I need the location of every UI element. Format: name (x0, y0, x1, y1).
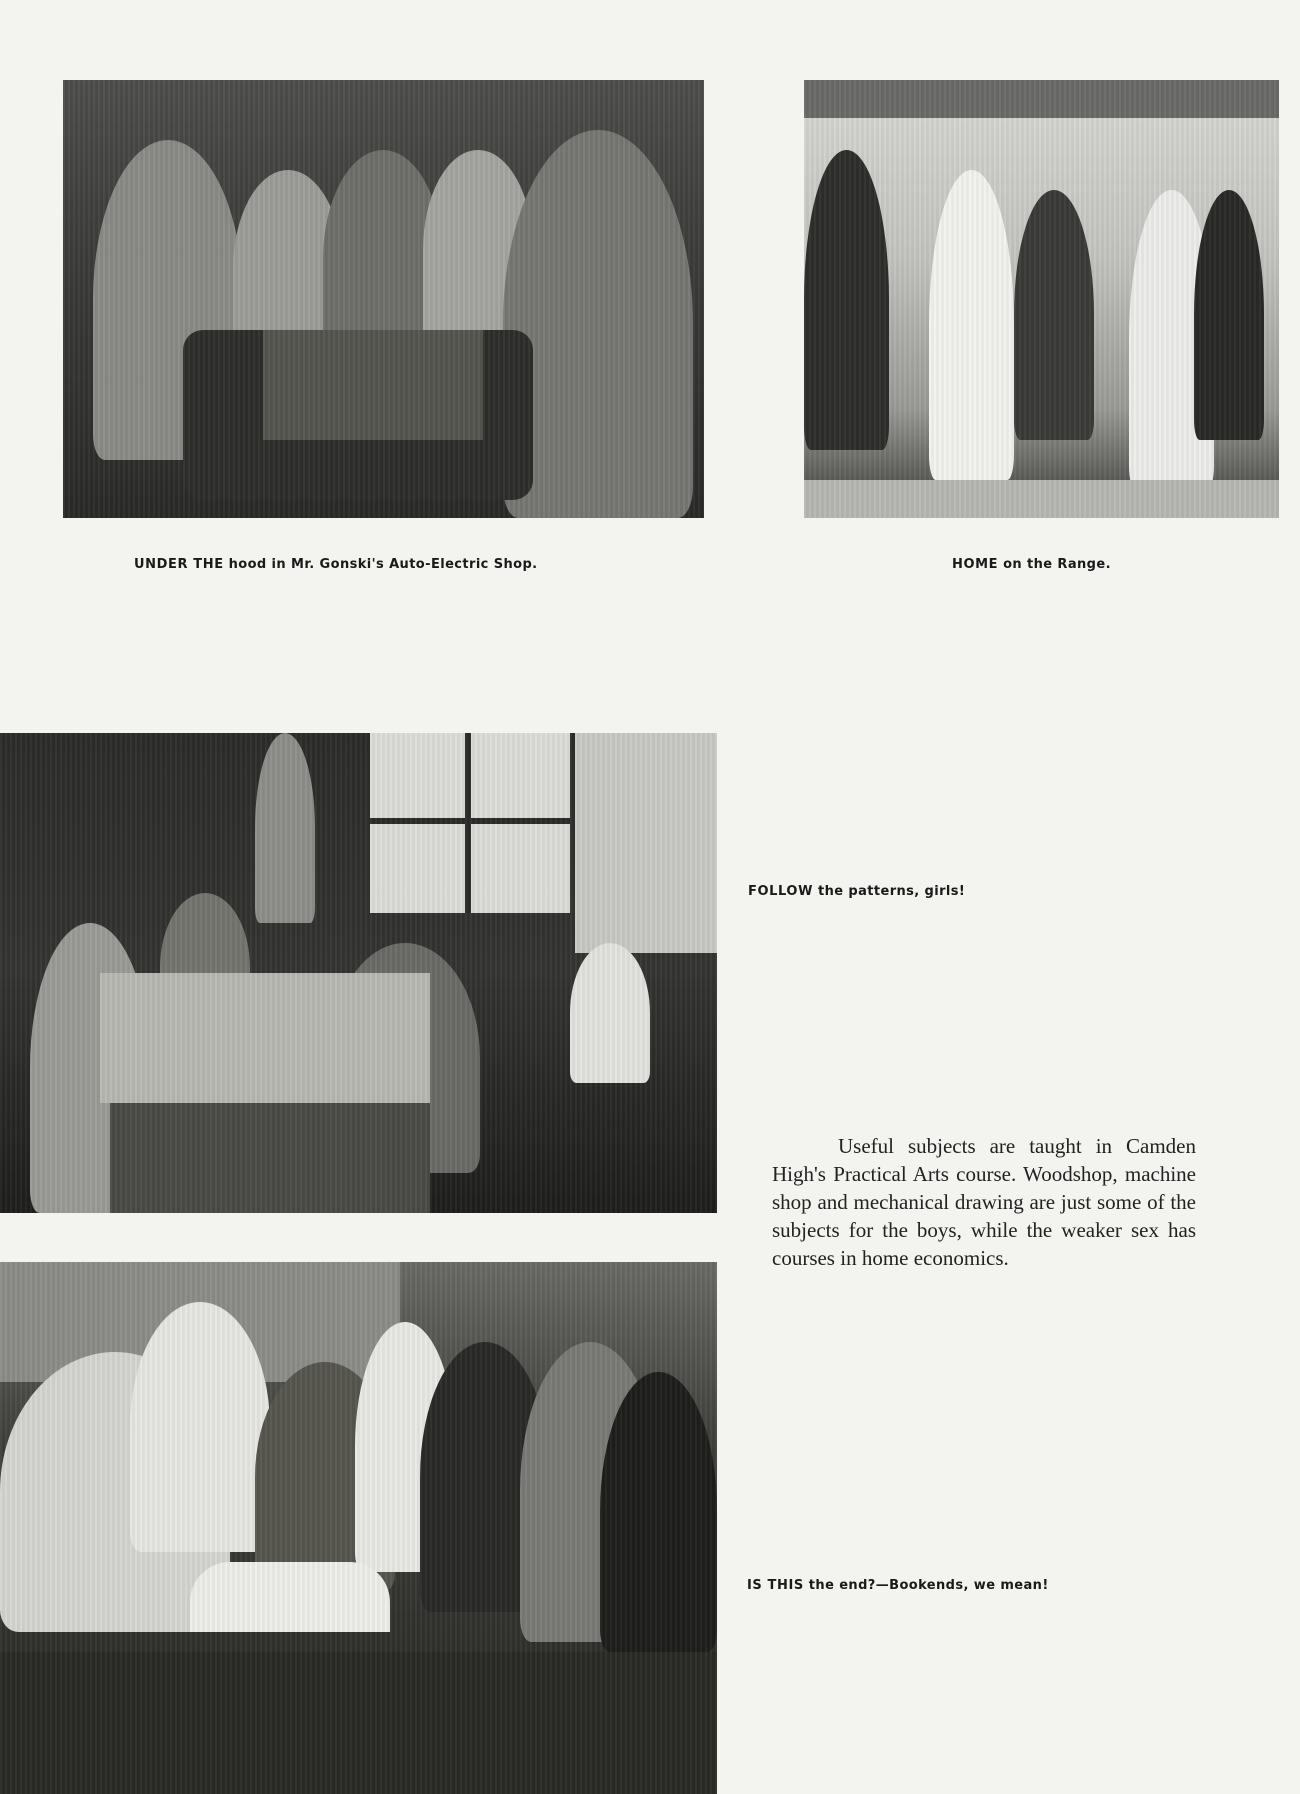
woodshop-caption (747, 1578, 1049, 1593)
kitchen-caption-text: on the Range. (998, 557, 1111, 572)
sewing-caption-lead: FOLLOW (748, 884, 814, 899)
woodshop-photo (0, 1262, 717, 1794)
sewing-caption (748, 884, 965, 899)
sewing-photo (0, 733, 717, 1213)
auto-shop-caption-lead: UNDER THE (134, 557, 224, 572)
kitchen-caption-lead: HOME (952, 557, 999, 572)
woodshop-caption-lead: IS THIS (747, 1578, 804, 1593)
woodshop-caption-text: the end?—Bookends, we mean! (803, 1578, 1049, 1593)
auto-shop-caption-text: hood in Mr. Gonski's Auto-Electric Shop. (223, 557, 538, 572)
kitchen-caption (952, 557, 1111, 572)
auto-shop-caption (134, 557, 538, 572)
practical-arts-paragraph: Useful subjects are taught in Camden High's Practical Arts course. Woodshop, machine shop and mechanical drawing are just some of the subjects for the boys, while the weaker sex has courses in home economics. (772, 1134, 1196, 1270)
sewing-caption-text: the patterns, girls! (813, 884, 966, 899)
auto-shop-photo (63, 80, 704, 518)
kitchen-photo (804, 80, 1279, 518)
